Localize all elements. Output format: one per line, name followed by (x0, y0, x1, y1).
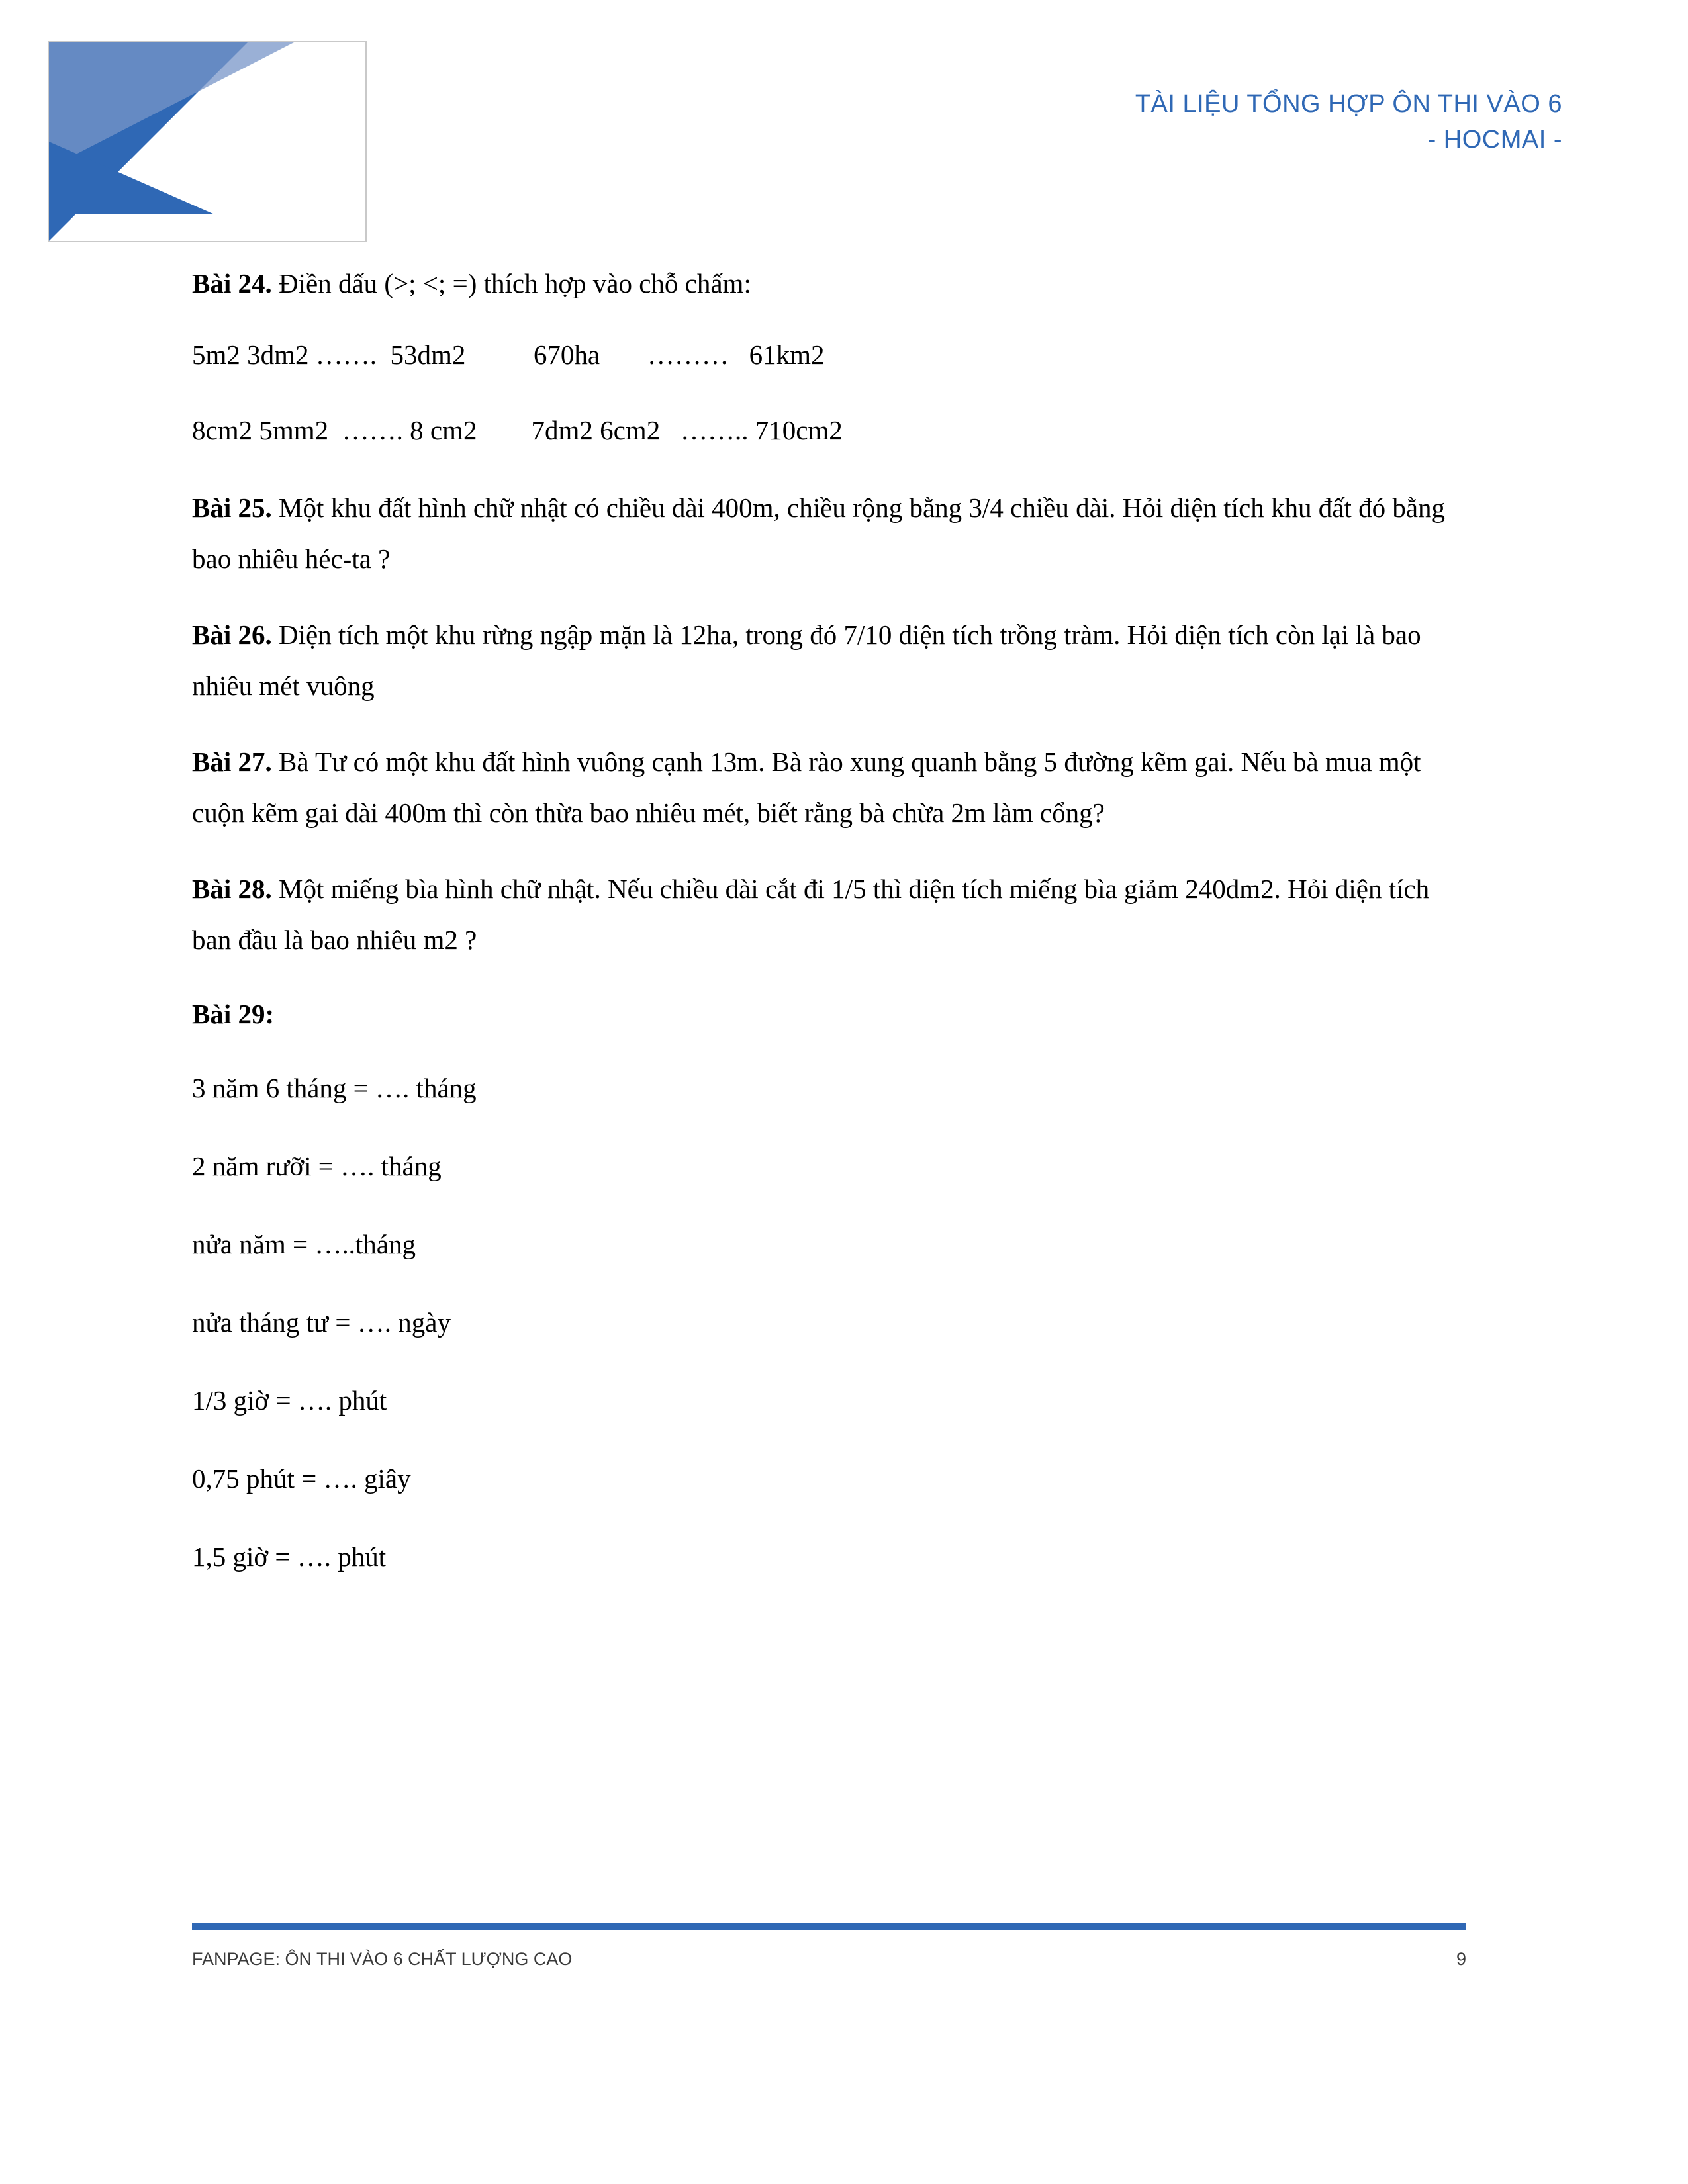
exercise-24-label: Bài 24. (192, 268, 272, 298)
exercise-26-label: Bài 26. (192, 619, 272, 650)
exercise-27-label: Bài 27. (192, 747, 272, 777)
document-body (192, 258, 1463, 1612)
exercise-25-text: Một khu đất hình chữ nhật có chiều dài 400m, chiều rộng bằng 3/4 chiều dài. Hỏi diện tích khu đất đó bằng bao nhiêu héc-ta ? (192, 492, 1446, 574)
exercise-29-item-2: 2 năm rưỡi = …. tháng (192, 1151, 442, 1181)
exercise-24-row-1: 5m2 3dm2 ……. 53dm2 670ha ……… 61km2 (192, 340, 825, 370)
exercise-29-item-5: 1/3 giờ = …. phút (192, 1385, 387, 1416)
exercise-24-text: Điền dấu (>; <; =) thích hợp vào chỗ chấm: (271, 268, 751, 298)
header-title-block (1135, 86, 1562, 158)
header-title-line1: TÀI LIỆU TỔNG HỢP ÔN THI VÀO 6 (1135, 90, 1562, 118)
exercise-27-text: Bà Tư có một khu đất hình vuông cạnh 13m. Bà rào xung quanh bằng 5 đường kẽm gai. Nếu bà mua một cuộn kẽm gai dài 400m thì còn thừa bao nhiêu mét, biết rằng bà chừa 2m làm cổng? (192, 747, 1421, 828)
footer-page-number: 9 (1456, 1949, 1466, 1969)
header-title-line2: - HOCMAI - (1427, 126, 1562, 154)
exercise-29-item-6: 0,75 phút = …. giây (192, 1463, 411, 1494)
exercise-29-item-7: 1,5 giờ = …. phút (192, 1541, 387, 1572)
exercise-24-row-2: 8cm2 5mm2 ……. 8 cm2 7dm2 6cm2 …….. 710cm2 (192, 415, 843, 445)
page-header (0, 0, 1688, 265)
exercise-29-item-3: nửa năm = …..tháng (192, 1229, 416, 1259)
exercise-28 (192, 864, 1463, 966)
exercise-27 (192, 737, 1463, 839)
exercise-26-text: Diện tích một khu rừng ngập mặn là 12ha, trong đó 7/10 diện tích trồng tràm. Hỏi diện tích còn lại là bao nhiêu mét vuông (192, 619, 1421, 701)
logo-triangle-wedge (49, 142, 214, 214)
exercise-25 (192, 482, 1463, 584)
exercise-29-label: Bài 29: (192, 999, 275, 1029)
footer-divider (192, 1923, 1466, 1930)
exercise-29-item-4: nửa tháng tư = …. ngày (192, 1307, 451, 1338)
exercise-24-heading (192, 258, 1463, 309)
exercise-26 (192, 610, 1463, 711)
footer-fanpage-text: FANPAGE: ÔN THI VÀO 6 CHẤT LƯỢNG CAO (192, 1949, 573, 1969)
exercise-25-label: Bài 25. (192, 492, 272, 523)
exercise-28-text: Một miếng bìa hình chữ nhật. Nếu chiều dài cắt đi 1/5 thì diện tích miếng bìa giảm 240dm2. Hỏi diện tích ban đầu là bao nhiêu m2 ? (192, 874, 1430, 955)
page-footer (192, 1949, 1466, 1970)
exercise-28-label: Bài 28. (192, 874, 272, 904)
hocmai-logo (48, 41, 367, 242)
exercise-29-item-1: 3 năm 6 tháng = …. tháng (192, 1073, 477, 1103)
